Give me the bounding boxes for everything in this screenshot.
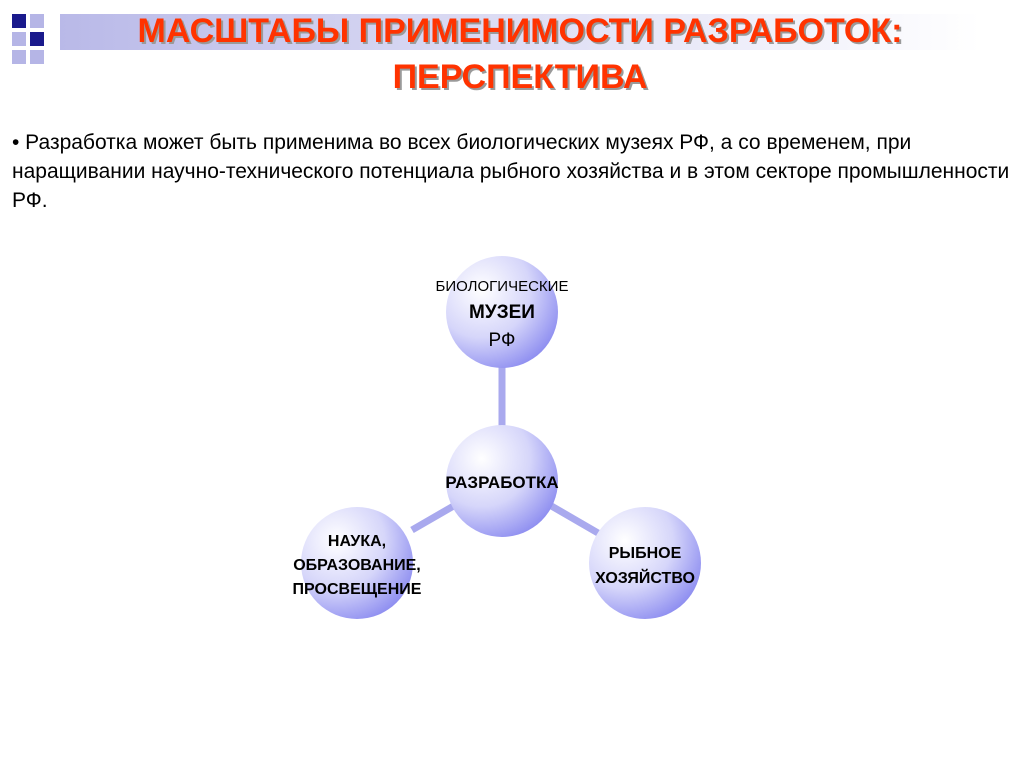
node-center-label: РАЗРАБОТКА: [445, 473, 559, 492]
node-top-line-2: РФ: [488, 330, 516, 351]
connector-right: [548, 504, 598, 533]
node-left-line-2: ОБРАЗОВАНИЕ,: [293, 557, 421, 574]
node-right-line-1: РЫБНОЕ: [608, 545, 682, 562]
top-caption: БИОЛОГИЧЕСКИЕ: [435, 278, 569, 295]
node-top-line-1: МУЗЕИ: [469, 302, 535, 323]
node-left-line-1: НАУКА,: [327, 533, 387, 550]
node-right-line-2: ХОЗЯЙСТВО: [595, 570, 695, 587]
node-left-line-3: ПРОСВЕЩЕНИЕ: [292, 581, 422, 598]
bullet-paragraph: • Разработка может быть применима во всех биологических музеях РФ, а со временем, при наращивании научно-технического потенциала рыбного хозяйства и в этом секторе промышленности РФ.: [12, 131, 1010, 212]
node-right-circle: [589, 507, 701, 619]
title-line-2: ПЕРСПЕКТИВА: [392, 58, 648, 96]
title-line-1: МАСШТАБЫ ПРИМЕНИМОСТИ РАЗРАБОТОК:: [137, 12, 903, 50]
connector-left: [412, 504, 457, 530]
